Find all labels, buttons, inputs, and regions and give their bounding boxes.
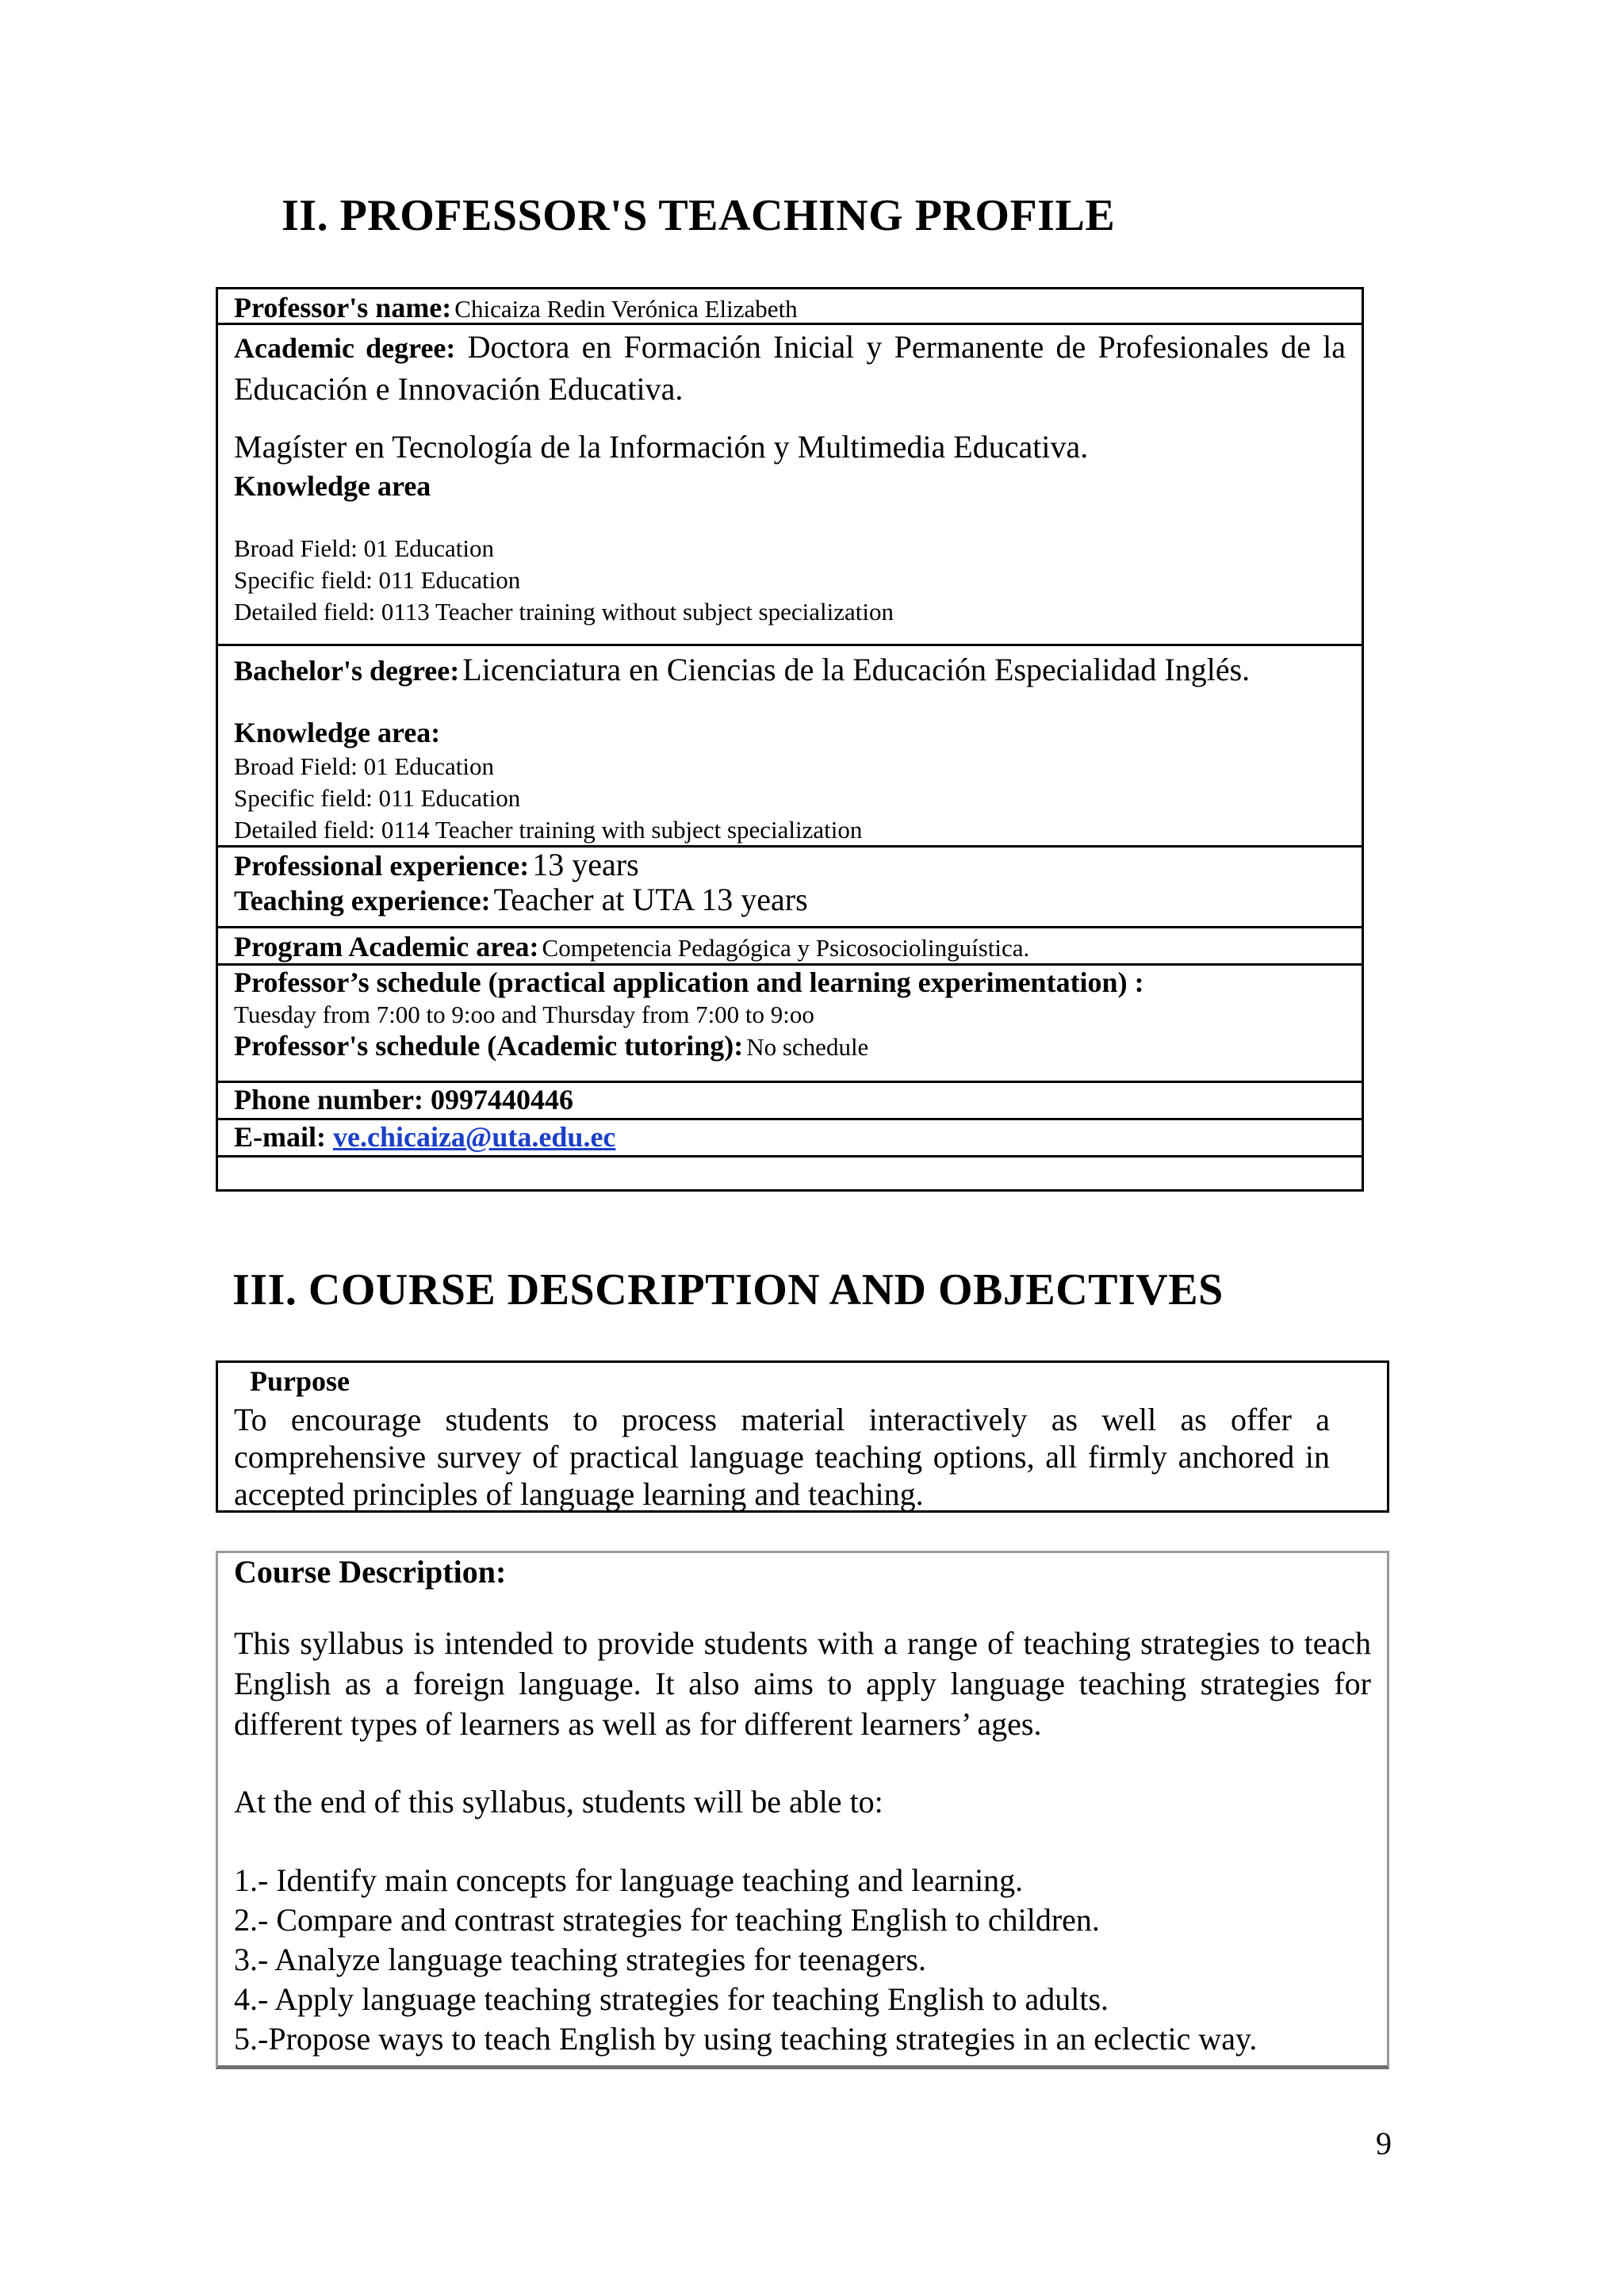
teaching-experience-label: Teaching experience: [234, 885, 491, 916]
academic-degree-label: Academic degree: [234, 332, 456, 364]
objective-item: 5.-Propose ways to teach English by using teaching strategies in an eclectic way. [234, 2021, 1258, 2057]
knowledge-specific-field: Specific field: 011 Education [234, 566, 521, 594]
bachelor-degree-label: Bachelor's degree: [234, 655, 460, 687]
objectives-intro: At the end of this syllabus, students will be able to: [234, 1784, 883, 1820]
program-area-row [218, 928, 1362, 966]
phone-label: Phone number: [234, 1084, 424, 1115]
knowledge-area-label: Knowledge area [234, 470, 431, 502]
course-description-label: Course Description: [234, 1554, 507, 1590]
page-number: 9 [1376, 2126, 1392, 2161]
professor-name-label: Professor's name: [234, 292, 452, 323]
schedule-tutoring-value: No schedule [746, 1033, 869, 1061]
schedule-tutoring-label: Professor's schedule (Academic tutoring): [234, 1030, 744, 1062]
knowledge-2-detailed-field: Detailed field: 0114 Teacher training with subject specialization [234, 816, 863, 844]
email-row [218, 1120, 1362, 1158]
section-2-title: II. PROFESSOR'S TEACHING PROFILE [282, 191, 1116, 240]
academic-degree-row [218, 325, 1362, 646]
phone-row [218, 1083, 1362, 1120]
academic-degree-value: Doctora en Formación Inicial y Permanente de Profesionales de la Educación e Innovación Educativa. [234, 329, 1346, 407]
professional-experience-label: Professional experience: [234, 850, 530, 882]
schedule-practical-label: Professor’s schedule (practical application and learning experimentation) : [234, 966, 1144, 998]
objective-item: 3.- Analyze language teaching strategies for teenagers. [234, 1942, 926, 1977]
course-description-box [216, 1551, 1389, 2069]
bachelor-degree-value: Licenciatura en Ciencias de la Educación Especialidad Inglés. [462, 652, 1251, 687]
professor-name-row [218, 289, 1362, 325]
professor-name-value: Chicaiza Redin Verónica Elizabeth [454, 295, 798, 323]
objective-item: 2.- Compare and contrast strategies for teaching English to children. [234, 1902, 1100, 1938]
program-area-value: Competencia Pedagógica y Psicosociolinguística. [542, 934, 1030, 962]
section-3-title: III. COURSE DESCRIPTION AND OBJECTIVES [232, 1265, 1224, 1314]
program-area-label: Program Academic area: [234, 931, 539, 962]
objectives-list [234, 1861, 1371, 2059]
experience-row [218, 848, 1362, 928]
purpose-label: Purpose [250, 1365, 350, 1397]
phone-value: 0997440446 [431, 1084, 574, 1115]
knowledge-detailed-field: Detailed field: 0113 Teacher training without subject specialization [234, 598, 894, 626]
schedule-row [218, 966, 1362, 1083]
schedule-practical-value: Tuesday from 7:00 to 9:oo and Thursday from 7:00 to 9:oo [234, 1001, 814, 1028]
masters-degree: Magíster en Tecnología de la Información y Multimedia Educativa. [234, 429, 1089, 465]
knowledge-area-2-label: Knowledge area: [234, 717, 441, 748]
professional-experience-value: 13 years [532, 847, 639, 882]
knowledge-2-broad-field: Broad Field: 01 Education [234, 752, 495, 780]
purpose-box [216, 1360, 1389, 1513]
teaching-experience-value: Teacher at UTA 13 years [493, 882, 808, 917]
purpose-text: To encourage students to process material interactively as well as offer a comprehensive survey of practical language teaching options, all firmly anchored in accepted principles of language learning and teaching. [234, 1402, 1330, 1512]
course-description-paragraph: This syllabus is intended to provide students with a range of teaching strategies to teach English as a foreign language. It also aims to apply language teaching strategies for different types of learners as well as for different learners’ ages. [234, 1625, 1371, 1742]
objective-item: 1.- Identify main concepts for language teaching and learning. [234, 1862, 1024, 1898]
knowledge-broad-field: Broad Field: 01 Education [234, 534, 495, 562]
bachelor-degree-row [218, 646, 1362, 848]
email-label: E-mail: [234, 1121, 326, 1153]
objective-item: 4.- Apply language teaching strategies for teaching English to adults. [234, 1981, 1109, 2017]
knowledge-2-specific-field: Specific field: 011 Education [234, 784, 521, 812]
empty-row [218, 1158, 1362, 1189]
professor-profile-table [216, 287, 1364, 1192]
email-link[interactable]: ve.chicaiza@uta.edu.ec [332, 1121, 616, 1153]
